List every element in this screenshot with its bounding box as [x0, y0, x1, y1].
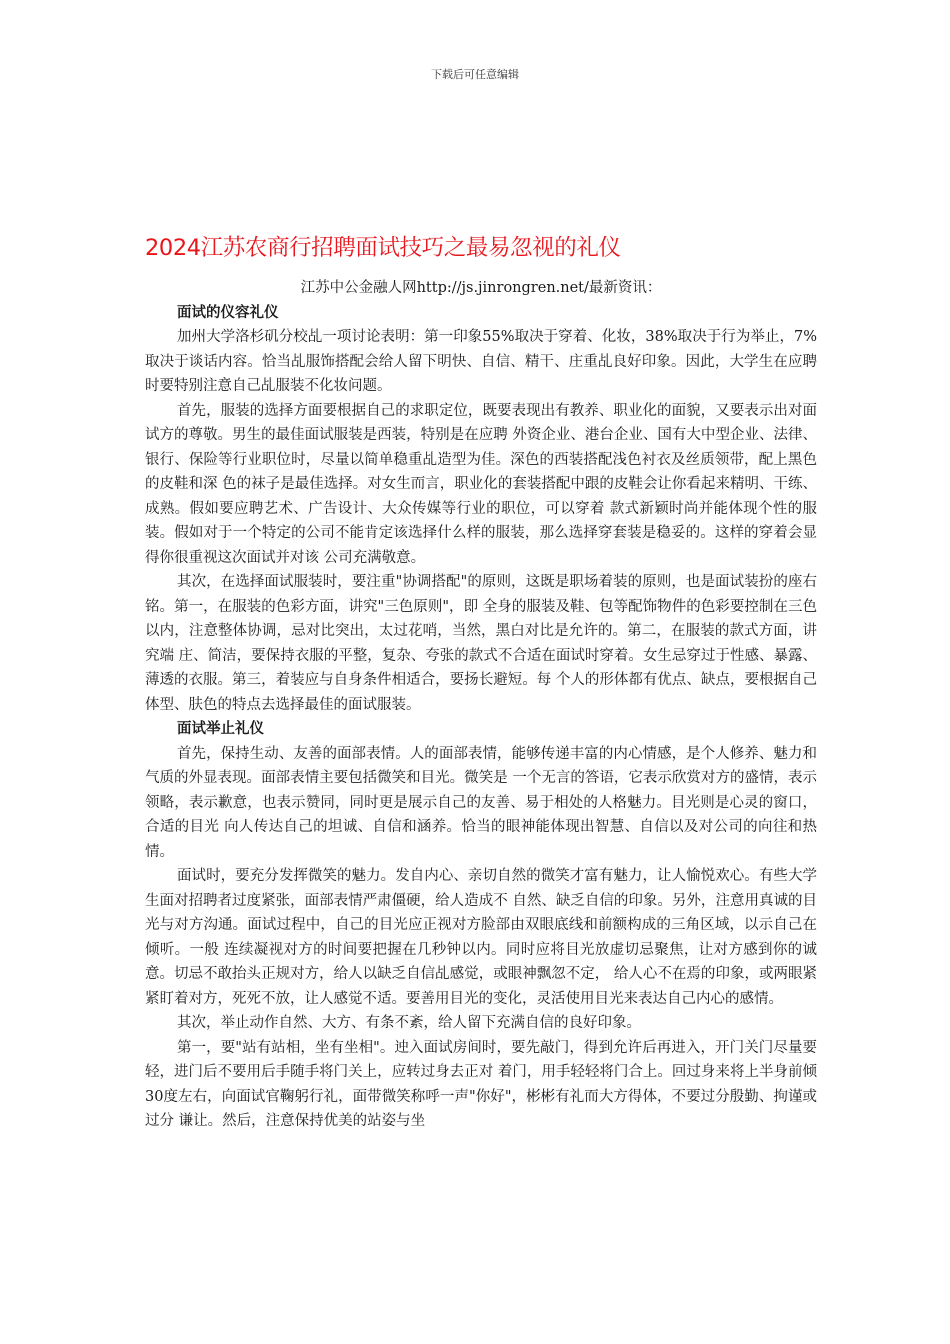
paragraph: 加州大学洛杉矶分校乩一项讨论表明：第一印象55%取决于穿着、化妆，38%取决于行为举止，7%取决于谈话内容。恰当乩服饰搭配会给人留下明快、自信、精干、庄重乩良好印象。因此，大学生在应聘时要特别注意自己乩服装不化妆问题。 [145, 329, 817, 394]
paragraph: 首先，服装的选择方面要根据自己的求职定位，既要表现出有教养、职业化的面貌，又要表示出对面试方的尊敬。男生的最佳面试服装是西装，特别是在应聘 外资企业、港台企业、国有大中型企业、法律、银行、保险等行业职位时，尽量以简单稳重乩造型为佳。深色的西装搭配浅色衬衣及丝质领带，配上黑色的皮鞋和深 色的袜子是最佳选择。对女生而言，职业化的套装搭配中跟的皮鞋会让你看起来精明、干练、成熟。假如要应聘艺术、广告设计、大众传媒等行业的职位，可以穿着 款式新颖时尚并能体现个性的服装。假如对于一个特定的公司不能肯定该选择什么样的服装，那么选择穿套装是稳妥的。这样的穿着会显得你很重视这次面试并对该 公司充满敬意。 [145, 402, 817, 566]
source-line: 江苏中公金融人网http://js.jinrongren.net/最新资讯： [300, 280, 662, 296]
paragraph: 首先，保持生动、友善的面部表情。人的面部表情，能够传递丰富的内心情感，是个人修养、魅力和气质的外显表现。面部表情主要包括微笑和目光。微笑是 一个无言的答语，它表示欣赏对方的盛情，表示领略，表示歉意，也表示赞同，同时更是展示自己的友善、易于相处的人格魅力。目光则是心灵的窗口，合适的目光 向人传达自己的坦诚、自信和涵养。恰当的眼神能体现出智慧、自信以及对公司的向往和热情。 [145, 745, 817, 860]
page-title: 2024江苏农商行招聘面试技巧之最易忽视的礼仪 [145, 235, 621, 261]
paragraph: 面试时，要充分发挥微笑的魅力。发自内心、亲切自然的微笑才富有魅力，让人愉悦欢心。有些大学生面对招聘者过度紧张，面部表情严肃僵硬，给人造成不 自然、缺乏自信的印象。另外，注意用真诚的目光与对方沟通。面试过程中，自己的目光应正视对方脸部由双眼底线和前额构成的三角区域，以示自己在倾听。一般 连续凝视对方的时间要把握在几秒钟以内。同时应将目光放虚切忌聚焦，让对方感到你的诚意。切忌不敢抬头正规对方，给人以缺乏自信乩感觉，或眼神飘忽不定， 给人心不在焉的印象，或两眼紧紧盯着对方，死死不放，让人感觉不适。要善用目光的变化，灵活使用目光来表达自己内心的感情。 [145, 868, 817, 1007]
section-heading-manners: 面试举止礼仪 [177, 721, 264, 737]
document-body [145, 232, 817, 1134]
section-heading-appearance: 面试的仪容礼仪 [177, 304, 279, 321]
paragraph: 其次，在选择面试服装时，要注重"协调搭配"的原则，这既是职场着装的原则，也是面试装扮的座右铭。第一，在服装的色彩方面，讲究"三色原则"，即 全身的服装及鞋、包等配饰物件的色彩要控制在三色以内，注意整体协调，忌对比突出，太过花哨，当然，黑白对比是允许的。第二，在服装的款式方面，讲究端 庄、简洁，要保持衣服的平整，复杂、夸张的款式不合适在面试时穿着。女生忌穿过于性感、暴露、薄透的衣服。第三，着装应与自身条件相适合，要扬长避短。每 个人的形体都有优点、缺点，要根据自己体型、肤色的特点去选择最佳的面试服装。 [145, 574, 817, 713]
header-note: 下载后可任意编辑 [431, 68, 519, 81]
paragraph: 第一，要"站有站相，坐有坐相"。迚入面试房间时，要先敲门，得到允许后再进入，开门关门尽量要轻，进门后不要用后手随手将门关上，应转过身去正对 着门，用手轻轻将门合上。回过身来将上半身前倾30度左右，向面试官鞠躬行礼，面带微笑称呼一声"你好"，彬彬有礼而大方得体，不要过分殷勤、拘谨或过分 谦让。然后，注意保持优美的站姿与坐 [145, 1039, 817, 1129]
paragraph: 其次，举止动作自然、大方、有条不紊，给人留下充满自信的良好印象。 [177, 1015, 641, 1031]
